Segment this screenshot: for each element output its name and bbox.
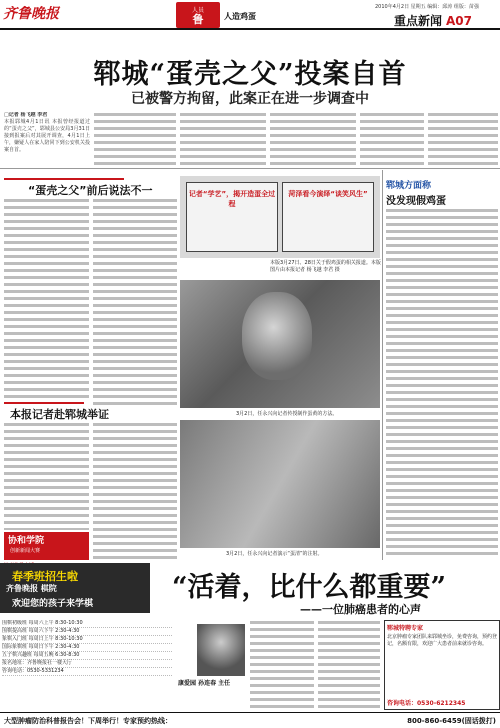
feature-column-1 [250,620,314,710]
section-1-column-1 [4,198,89,398]
divider [382,170,383,560]
date-line: 2010年4月2日 星期五 编辑：邱涛 组版：苗强 [375,4,479,10]
feature-headline: “活着，比什么都重要” [172,572,447,603]
clipping-caption: 本版3月27日、28日关于假鸡蛋的相关报道。本版图片由本报记者 杨飞越 李君 摄 [270,260,381,273]
text-column-5 [360,112,424,166]
side-section-subtitle: 没发现假鸡蛋 [386,196,446,207]
ad-sub: 创新新闻大赛 [10,548,41,554]
section-rule [4,402,84,404]
list-item: 象棋入门班 每周日上午 8:30-10:30 [2,636,172,644]
info-box-phone: 咨询电话：0530-6212345 [387,700,466,707]
promo-banner [0,563,500,616]
list-item: 围棋提高班 每周六下午 2:30-4:30 [2,628,172,636]
clipping-photo [180,176,380,258]
list-item: 五子棋兴趣班 每周五晚 6:30-8:30 [2,652,172,660]
page-number: A07 [446,14,473,28]
doctor-name: 康爱园 孙连春 主任 [178,680,231,687]
text-column-3 [180,112,266,166]
lede-column [4,112,90,166]
middle-photo-caption: 3月2日，任永兴向记者传授制作蛋黄的方法。 [236,411,338,417]
main-headline: 郓城“蛋壳之父”投案自首 [93,59,407,90]
text-column-2 [94,112,176,166]
course-list [2,620,172,708]
chess-slogan: 欢迎您的孩子来学棋 [12,599,94,609]
chess-school-name: 齐鲁晚报 棋院 [6,584,57,593]
clipping-card-right: 菏泽看今演绎“谈笑风生” [282,182,374,252]
side-article-text [386,208,498,556]
hotline-text: 大型肿瘤防治科普报告会！下周举行！专家预约热线： [4,717,172,725]
photo-man-with-eggs [180,280,380,408]
byline: □记者 杨飞越 李君 [4,112,48,118]
sub-headline: 已被警方拘留，此案正在进一步调查中 [131,91,369,107]
info-box-body: 北京肿瘤专家团队来郓城坐诊，免费咨询，预约登记，名额有限，欢迎广大患者前来就诊咨询。 [387,634,498,647]
bottom-hotline-bar [0,712,500,728]
section-name [394,12,472,29]
photo-injection [180,420,380,548]
paper-logo: 齐鲁晚报 [3,6,59,22]
badge-big-text: 鲁 [192,13,204,26]
section-2-column-1 [4,422,89,530]
person-face [242,292,312,380]
lede-text: 本报郓城4月1日讯 本报曾经报道过的“蛋壳之父”，郓城县公安局3月31日接到报案后对其展开调查，4月1日上午，嫌疑人在家人陪同下到公安机关投案自首。 [4,119,90,153]
text-column-4 [270,112,356,166]
brand-badge [176,2,220,28]
badge-small-text: 人员 [191,7,204,14]
list-item: 围棋初级班 每周六上午 8:30-10:30 [2,620,172,628]
info-box [384,620,500,710]
list-item: 咨询电话：0530-5331234 [2,668,172,676]
enrollment-text: 春季班招生啦 [12,570,78,583]
section-title-2: 本报记者赴郓城举证 [10,408,109,421]
list-item: 报名地址：齐鲁晚报社一楼大厅 [2,660,172,668]
text-column-6 [428,112,498,166]
ad-title: 协和学院 [8,536,45,546]
side-section-title: 郓城方面称 [386,181,432,191]
section-title-1: “蛋壳之父”前后说法不一 [28,184,153,197]
masthead [0,0,500,30]
feature-column-2 [318,620,380,710]
topic-label: 人造鸡蛋 [224,12,256,21]
section-1-column-2 [93,198,177,408]
ad-xiehe[interactable] [4,532,89,560]
list-item: 国际象棋班 每周日下午 2:30-4:30 [2,644,172,652]
section-title: 重点新闻 [394,14,443,28]
info-box-title: 郓城特聘专家 [387,625,424,632]
clipping-card-left: 记者“学艺”，揭开造蛋全过程 [186,182,278,252]
doctor-portrait [197,624,245,676]
section-2-column-2 [93,422,177,560]
chess-school-ad[interactable] [0,563,150,613]
divider [0,168,500,169]
hotline-number[interactable]: 800-860-6459(固话拨打) [407,717,496,725]
bottom-photo-caption: 3月2日，任永兴向记者演示“蛋清”的注射。 [226,551,323,557]
section-rule [4,178,124,180]
feature-subheadline: ——一位肺癌患者的心声 [300,603,421,616]
